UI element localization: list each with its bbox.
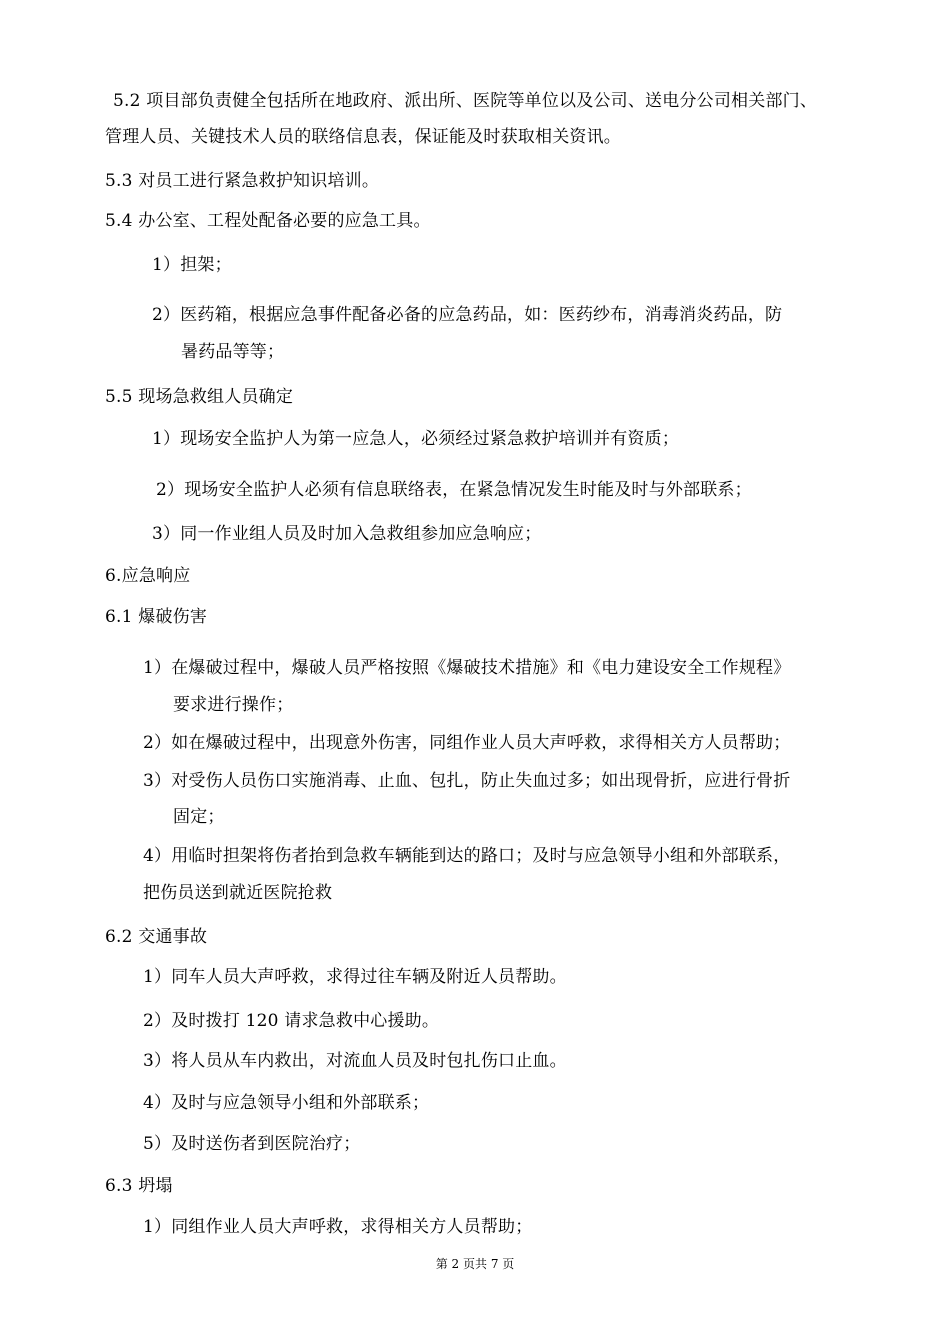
list-item: 2）及时拨打 120 请求急救中心援助。 [143, 1011, 440, 1031]
list-item: 3）对受伤人员伤口实施消毒、止血、包扎，防止失血过多；如出现骨折，应进行骨折 [143, 771, 791, 791]
list-item: 4）用临时担架将伤者抬到急救车辆能到达的路口；及时与应急领导小组和外部联系， [143, 846, 791, 866]
list-item: 1）担架； [152, 255, 232, 275]
section-6-heading: 6.应急响应 [105, 566, 191, 586]
list-item: 1）同组作业人员大声呼救，求得相关方人员帮助； [143, 1217, 533, 1237]
list-item: 1）现场安全监护人为第一应急人，必须经过紧急救护培训并有资质； [152, 429, 680, 449]
list-item: 2）现场安全监护人必须有信息联络表，在紧急情况发生时能及时与外部联系； [156, 480, 752, 500]
paragraph-5-2: 5.2 项目部负责健全包括所在地政府、派出所、医院等单位以及公司、送电分公司相关部门、 [113, 91, 818, 111]
section-6-3-heading: 6.3 坍塌 [105, 1176, 173, 1196]
list-item: 2）医药箱，根据应急事件配备必备的应急药品，如：医药纱布，消毒消炎药品，防 [152, 305, 783, 325]
list-item: 4）及时与应急领导小组和外部联系； [143, 1093, 430, 1113]
list-item: 1）同车人员大声呼救，求得过往车辆及附近人员帮助。 [143, 967, 567, 987]
paragraph-5-2-continued: 管理人员、关键技术人员的联络信息表，保证能及时获取相关资讯。 [105, 127, 621, 147]
list-item-continued: 要求进行操作； [173, 695, 294, 715]
list-item: 1）在爆破过程中，爆破人员严格按照《爆破技术措施》和《电力建设安全工作规程》 [143, 658, 791, 678]
section-5-5-heading: 5.5 现场急救组人员确定 [105, 387, 294, 407]
section-6-2-heading: 6.2 交通事故 [105, 927, 208, 947]
list-item: 2）如在爆破过程中，出现意外伤害，同组作业人员大声呼救，求得相关方人员帮助； [143, 733, 791, 753]
list-item: 3）同一作业组人员及时加入急救组参加应急响应； [152, 524, 542, 544]
paragraph-5-4: 5.4 办公室、工程处配备必要的应急工具。 [105, 211, 431, 231]
list-item: 5）及时送伤者到医院治疗； [143, 1134, 361, 1154]
list-item-continued: 固定； [173, 807, 225, 827]
list-item-continued: 暑药品等等； [181, 342, 285, 362]
page-footer: 第 2 页共 7 页 [435, 1257, 515, 1271]
list-item: 3）将人员从车内救出，对流血人员及时包扎伤口止血。 [143, 1051, 567, 1071]
list-item-continued: 把伤员送到就近医院抢救 [143, 883, 333, 903]
paragraph-5-3: 5.3 对员工进行紧急救护知识培训。 [105, 171, 380, 191]
section-6-1-heading: 6.1 爆破伤害 [105, 607, 208, 627]
